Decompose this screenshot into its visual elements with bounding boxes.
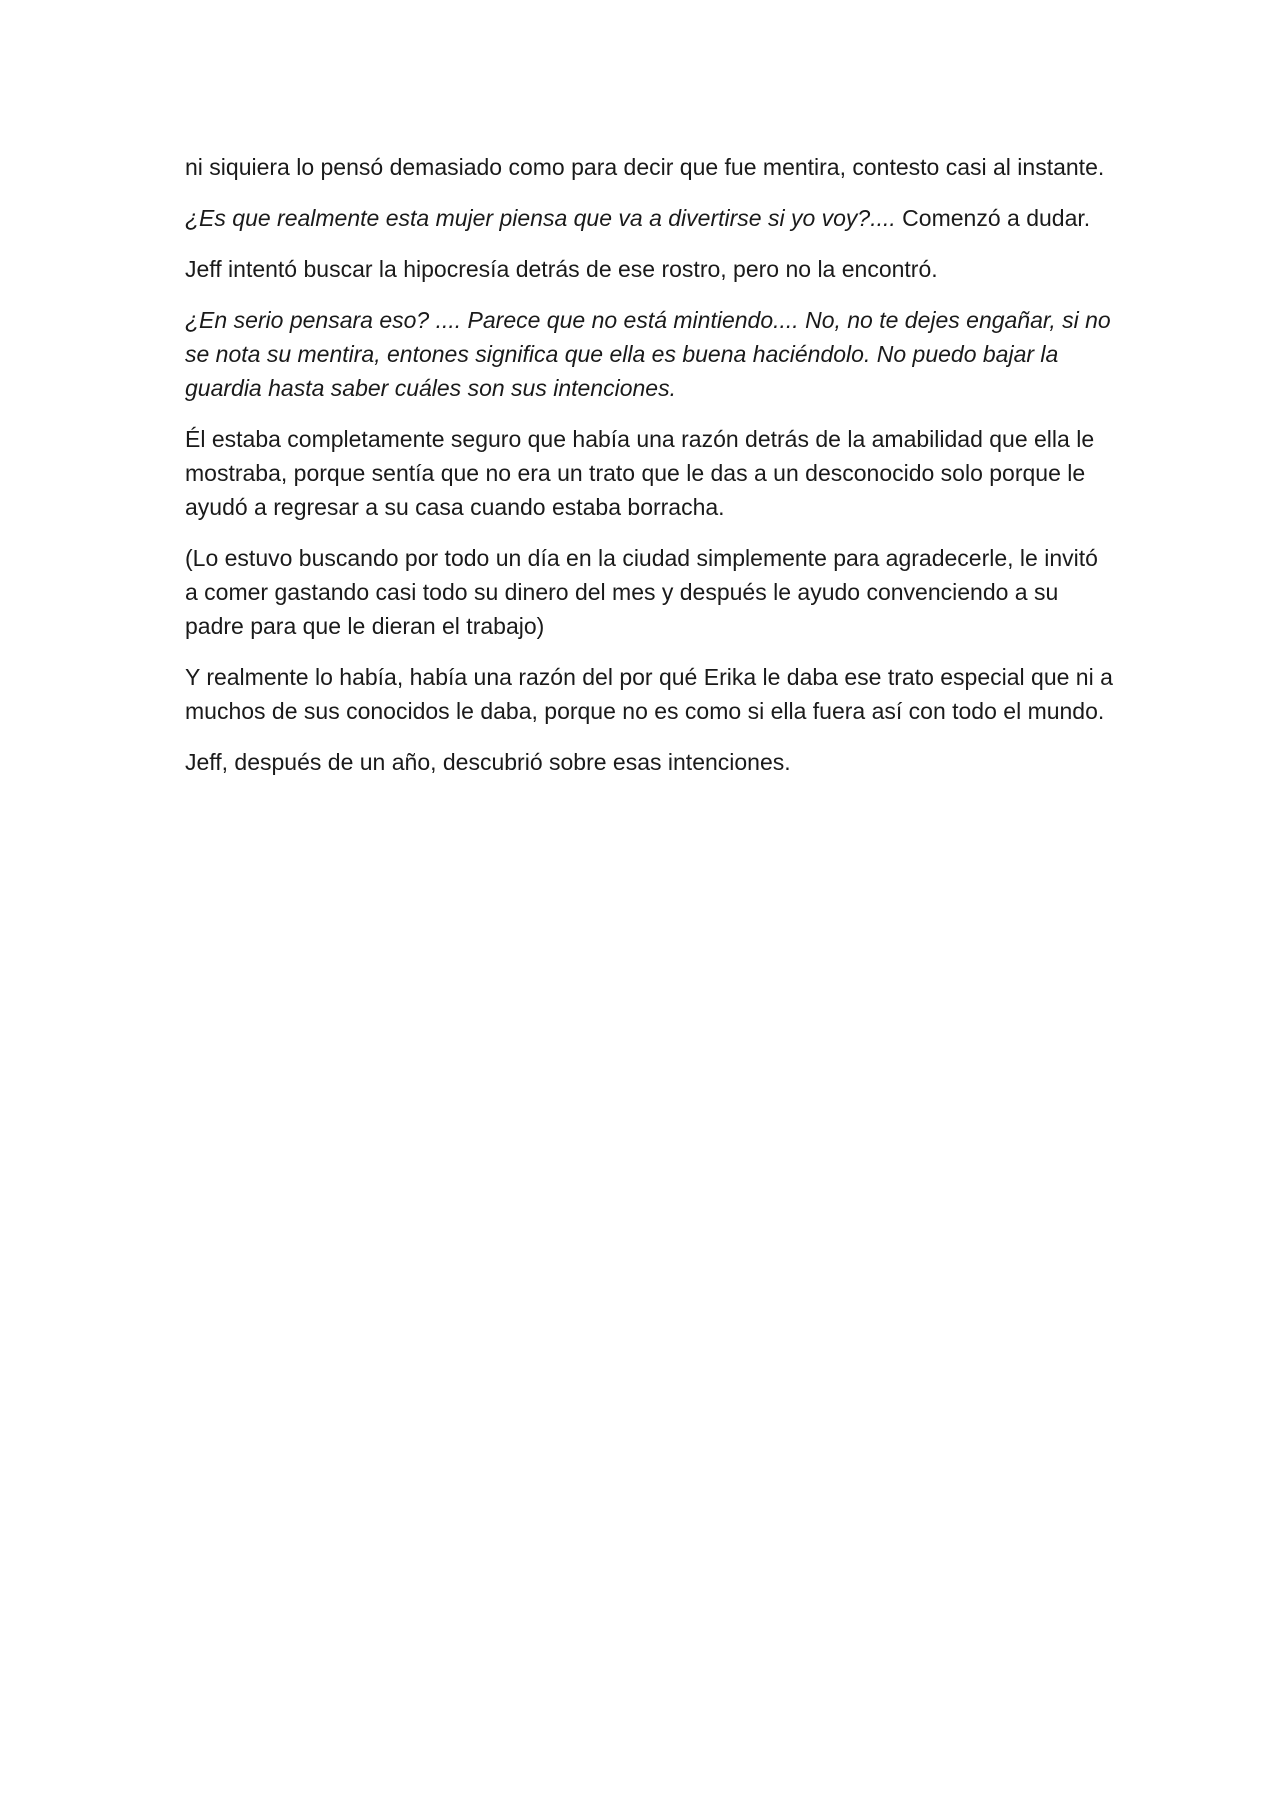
- paragraph-1: [185, 150, 1115, 184]
- paragraph-text: Jeff, después de un año, descubrió sobre esas intenciones.: [185, 749, 791, 775]
- paragraph-text: Y realmente lo había, había una razón del por qué Erika le daba ese trato especial que ni a muchos de sus conocidos le daba, porque no es como si ella fuera así con todo el mundo.: [185, 664, 1113, 724]
- paragraph-2: [185, 201, 1115, 235]
- paragraph-3: [185, 252, 1115, 286]
- paragraph-italic-thought: ¿Es que realmente esta mujer piensa que va a divertirse si yo voy?....: [185, 205, 896, 231]
- paragraph-6: [185, 541, 1115, 643]
- paragraph-text: ni siquiera lo pensó demasiado como para decir que fue mentira, contesto casi al instante.: [185, 154, 1105, 180]
- paragraph-8: [185, 745, 1115, 779]
- document-body: [185, 150, 1115, 796]
- paragraph-text: Jeff intentó buscar la hipocresía detrás de ese rostro, pero no la encontró.: [185, 256, 938, 282]
- paragraph-5: [185, 422, 1115, 524]
- paragraph-4: [185, 303, 1115, 405]
- paragraph-italic-thought: ¿En serio pensara eso? .... Parece que no está mintiendo.... No, no te dejes engañar, si no se nota su mentira, entones significa que ella es buena haciéndolo. No puedo bajar la guardia hasta saber cuáles son sus intenciones.: [185, 307, 1111, 401]
- paragraph-text: (Lo estuvo buscando por todo un día en la ciudad simplemente para agradecerle, le invitó a comer gastando casi todo su dinero del mes y después le ayudo convenciendo a su padre para que le dieran el trabajo): [185, 545, 1098, 639]
- paragraph-text: Él estaba completamente seguro que había una razón detrás de la amabilidad que ella le mostraba, porque sentía que no era un trato que le das a un desconocido solo porque le ayudó a regresar a su casa cuando estaba borracha.: [185, 426, 1095, 520]
- paragraph-7: [185, 660, 1115, 728]
- paragraph-text: Comenzó a dudar.: [895, 205, 1091, 231]
